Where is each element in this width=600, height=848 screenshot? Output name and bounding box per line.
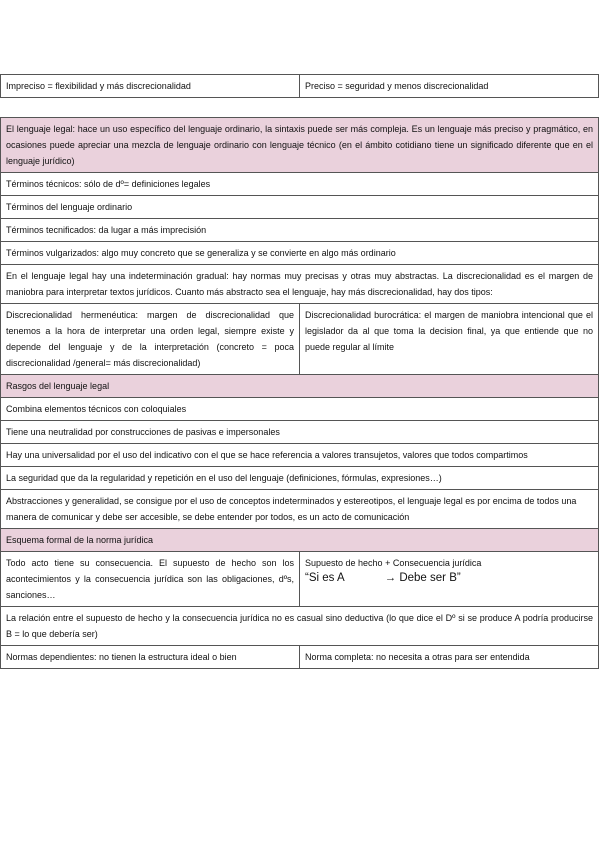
- legal-language-table: [0, 117, 599, 669]
- trait-row: La seguridad que da la regularidad y repetición en el uso del lenguaje (definiciones, fórmulas, expresiones…): [1, 467, 599, 490]
- traits-header: Rasgos del lenguaje legal: [1, 375, 599, 398]
- formula-title: Supuesto de hecho + Consecuencia jurídica: [305, 558, 482, 568]
- term-row: Términos del lenguaje ordinario: [1, 196, 599, 219]
- term-row: Términos vulgarizados: algo muy concreto que se generaliza y se convierte en algo más ordinario: [1, 242, 599, 265]
- relation-cell: La relación entre el supuesto de hecho y la consecuencia jurídica no es casual sino deductiva (lo que dice el Dº si se produce A podría producirse B = lo que debería ser): [1, 607, 599, 646]
- formula-cell: [300, 552, 599, 607]
- complete-norm-cell: Norma completa: no necesita a otras para ser entendida: [300, 646, 599, 669]
- formula-if: “Si es A: [305, 572, 345, 584]
- precision-table: [0, 74, 599, 98]
- dependent-norms-cell: Normas dependientes: no tienen la estructura ideal o bien: [1, 646, 300, 669]
- intro-cell: El lenguaje legal: hace un uso específico del lenguaje ordinario, la sintaxis puede ser más compleja. Es un lenguaje más preciso y pragmático, en ocasiones puede apreciar una mezcla de lenguaje ordinario con lenguaje técnico (en el ámbito cotidiano tiene un significado diferente que en el lenguaje jurídico): [1, 118, 599, 173]
- trait-row: Hay una universalidad por el uso del indicativo con el que se hace referencia a valores transujetos, valores que todos compartimos: [1, 444, 599, 467]
- term-row: Términos tecnificados: da lugar a más imprecisión: [1, 219, 599, 242]
- trait-row: Combina elementos técnicos con coloquiales: [1, 398, 599, 421]
- norm-header: Esquema formal de la norma jurídica: [1, 529, 599, 552]
- hermeneutic-discretion-cell: Discrecionalidad hermenéutica: margen de discrecionalidad que tenemos a la hora de interpretar una orden legal, siempre existe y depende del lenguaje y de la interpretación (concreto = poca discrecionalidad /general= más discrecionalidad): [1, 304, 300, 375]
- formula-then: → Debe ser B”: [384, 572, 461, 584]
- bureaucratic-discretion-cell: Discrecionalidad burocrática: el margen de maniobra intencional que el legislador da al que toma la decision final, ya que entiende que no puede regular al límite: [300, 304, 599, 375]
- trait-row: Abstracciones y generalidad, se consigue por el uso de conceptos indeterminados y estereotipos, el lenguaje legal es por encima de todos una manera de comunicar y debe ser accesible, se debe entender por todos, es un acto de comunicación: [1, 490, 599, 529]
- indeterminacy-cell: En el lenguaje legal hay una indeterminación gradual: hay normas muy precisas y otras muy abstractas. La discrecionalidad es el margen de maniobra para interpretar textos jurídicos. Cuanto más abstracto sea el lenguaje, hay más discrecionalidad, hay dos tipos:: [1, 265, 599, 304]
- term-row: Términos técnicos: sólo de dº= definiciones legales: [1, 173, 599, 196]
- formula-line: [305, 571, 593, 585]
- precise-cell: Preciso = seguridad y menos discrecionalidad: [300, 75, 599, 98]
- consequence-cell: Todo acto tiene su consecuencia. El supuesto de hecho son los acontecimientos y la consecuencia jurídica son las obligaciones, dºs, sanciones…: [1, 552, 300, 607]
- trait-row: Tiene una neutralidad por construcciones de pasivas e impersonales: [1, 421, 599, 444]
- imprecise-cell: Impreciso = flexibilidad y más discrecionalidad: [1, 75, 300, 98]
